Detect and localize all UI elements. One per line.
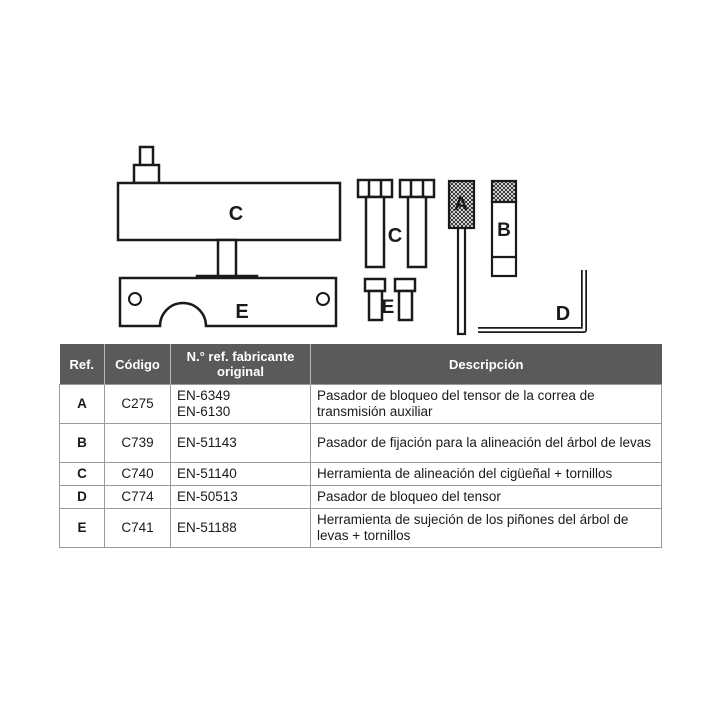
label-tool-e: E [235,301,249,323]
oem-ref-line: EN-6130 [177,404,231,419]
cell-ref: B [60,424,105,463]
table-header-row [60,344,662,385]
camshaft-sprocket-holding-tool [120,278,336,326]
cell-description: Herramienta de sujeción de los piñones del árbol de levas + tornillos [311,509,662,548]
header-description: Descripción [311,344,662,385]
header-code: Código [105,344,171,385]
header-oem-line2: original [217,364,264,379]
label-pin-d: D [555,303,571,325]
tool-kit-illustration [0,0,720,345]
cell-oem-ref: EN-51143 [171,424,311,463]
cell-description: Herramienta de alineación del cigüeñal + tornillos [311,463,662,486]
cell-code: C739 [105,424,171,463]
alignment-bolts [358,180,434,267]
table-row [60,463,662,486]
cell-ref: C [60,463,105,486]
cell-oem-ref: EN-51140 [171,463,311,486]
table-row [60,509,662,548]
cell-oem-ref: EN-50513 [171,486,311,509]
table-row [60,424,662,463]
table-row [60,486,662,509]
header-ref: Ref. [60,344,105,385]
oem-ref-line: EN-6349 [177,388,231,403]
label-bolts-c: C [387,225,403,247]
cell-description: Pasador de bloqueo del tensor [311,486,662,509]
cell-code: C275 [105,385,171,424]
label-pin-a: A [454,194,468,215]
cell-code: C741 [105,509,171,548]
cell-ref: E [60,509,105,548]
label-pin-b: B [497,220,511,241]
label-bolts-e: E [381,297,395,318]
cell-oem-ref [171,385,311,424]
cell-description: Pasador de bloqueo del tensor de la correa de transmisión auxiliar [311,385,662,424]
table-row [60,385,662,424]
label-tool-c: C [228,203,244,225]
cell-code: C740 [105,463,171,486]
header-oem-ref [171,344,311,385]
cell-oem-ref: EN-51188 [171,509,311,548]
cell-ref: D [60,486,105,509]
header-oem-line1: N.° ref. fabricante [186,349,295,364]
cell-ref: A [60,385,105,424]
parts-table [59,344,662,548]
cell-description: Pasador de fijación para la alineación del árbol de levas [311,424,662,463]
cell-code: C774 [105,486,171,509]
